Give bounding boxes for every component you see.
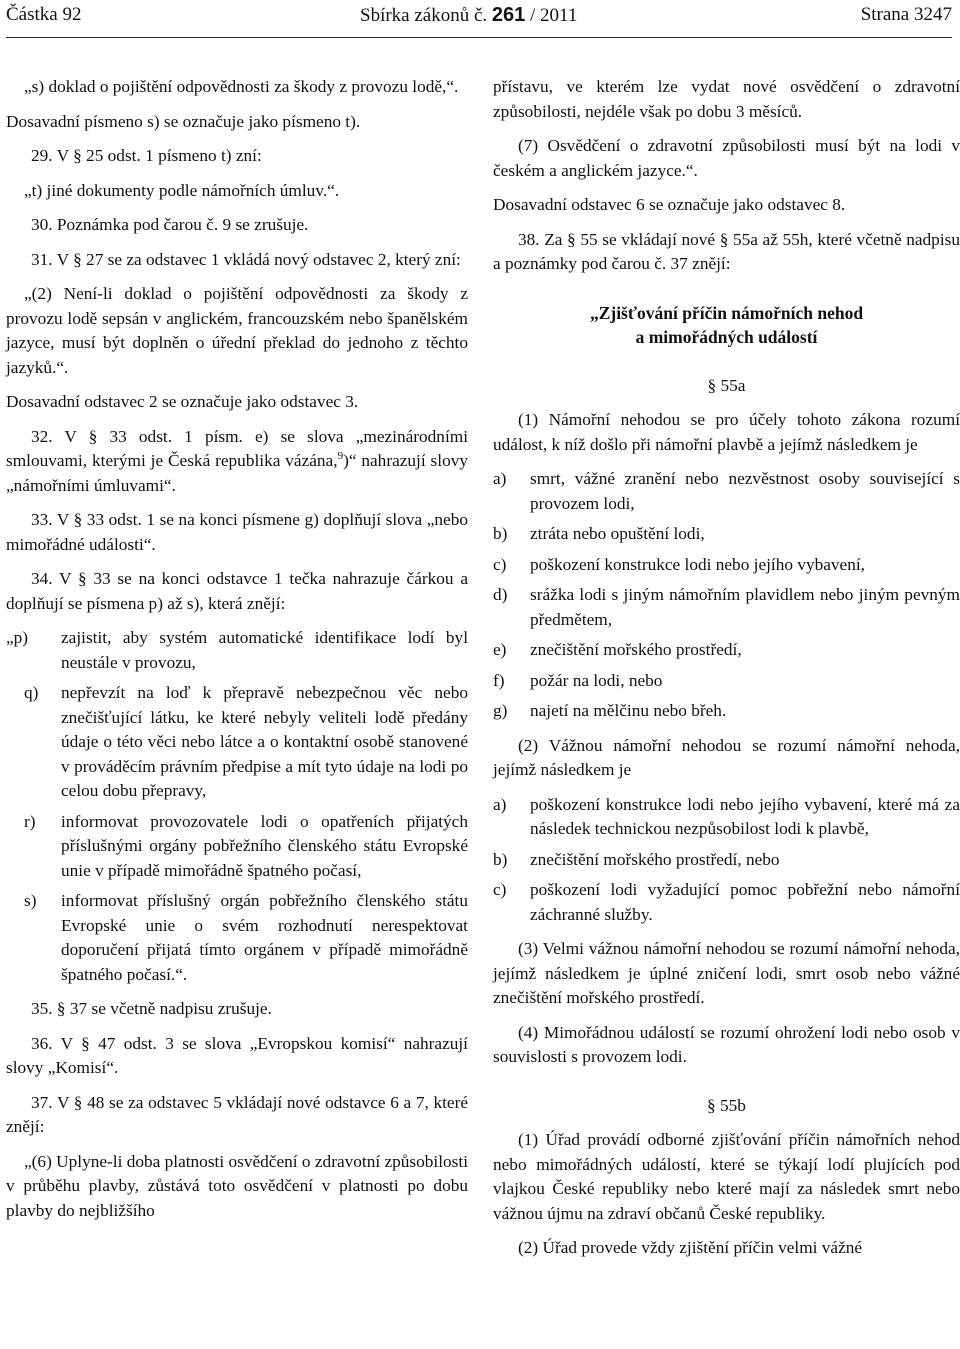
list-item (493, 669, 960, 694)
header-divider (6, 37, 952, 38)
list-item (24, 810, 468, 884)
left-paragraph-9 (6, 425, 468, 499)
list-item-text: ztráta nebo opuštění lodi, (530, 524, 705, 543)
left-paragraph-1: „s) doklad o pojištění odpovědnosti za škody z provozu lodě,“. (24, 77, 459, 96)
list-item-label: e) (493, 640, 507, 659)
list-item-label: a) (493, 469, 507, 488)
left-paragraph-5: 30. Poznámka pod čarou č. 9 se zrušuje. (31, 215, 309, 234)
list-item (493, 553, 960, 578)
right-paragraph-7: (3) Velmi vážnou námořní nehodou se rozumí námořní nehoda, jejímž následkem je úplné zničení lodi, smrt osob nebo vážné znečištění mořského prostředí. (493, 939, 960, 1007)
right-paragraph-3: Dosavadní odstavec 6 se označuje jako odstavec 8. (493, 195, 846, 214)
left-paragraph-4: „t) jiné dokumenty podle námořních úmluv.“. (24, 180, 340, 200)
right-list-1 (493, 467, 960, 724)
list-item (493, 583, 960, 632)
left-list (6, 626, 468, 987)
section-number-55b: § 55b (707, 1095, 746, 1115)
list-item-label: d) (493, 585, 508, 604)
left-paragraph-9-text-a: 32. V § 33 odst. 1 písm. e) se slova „mezinárodními smlouvami, kterými je Česká republika vázána, (6, 426, 468, 470)
left-column (6, 75, 468, 1233)
list-item-label: a) (493, 794, 507, 814)
right-list-2 (493, 793, 960, 928)
section-number-55a: § 55a (707, 375, 746, 395)
right-paragraph-5: (1) Námořní nehodou se pro účely tohoto zákona rozumí událost, k níž došlo při námořní plavbě a jejímž následkem je (493, 410, 960, 454)
right-paragraph-9: (1) Úřad provádí odborné zjišťování příčin námořních nehod nebo mimořádných událostí, které se týkají lodí plujících pod vlajkou České republiky nebo které mají za následek smrt nebo vážnou újmu na zdraví občanů České republiky. (493, 1130, 960, 1223)
left-paragraph-14: 37. V § 48 se za odstavec 5 vkládají nové odstavce 6 a 7, které znějí: (6, 1092, 468, 1136)
list-item (24, 889, 468, 987)
header-issue-number: Částka 92 (6, 4, 82, 25)
footnote-reference: 9 (337, 450, 344, 463)
list-item-label: b) (493, 524, 508, 543)
list-item-label: f) (493, 670, 505, 690)
list-item-text: požár na lodi, nebo (530, 670, 663, 690)
left-paragraph-2: Dosavadní písmeno s) se označuje jako písmeno t). (6, 111, 361, 131)
list-item (493, 848, 960, 873)
list-item (493, 522, 960, 547)
list-item-label: b) (493, 849, 508, 869)
right-paragraph-2: (7) Osvědčení o zdravotní způsobilosti musí být na lodi v českém a anglickém jazyce.“. (493, 136, 960, 180)
list-item-text: poškození konstrukce lodi nebo jejího vybavení, které má za následek technickou nezpůsobilost lodi k plavbě, (530, 794, 960, 838)
page-header (6, 4, 952, 32)
left-paragraph-9-text-b: )“ nahrazují slovy „námořními úmluvami“. (6, 451, 468, 495)
left-paragraph-6: 31. V § 27 se za odstavec 1 vkládá nový odstavec 2, který zní: (31, 249, 461, 269)
left-paragraph-10: 33. V § 33 odst. 1 se na konci písmene g) doplňují slova „nebo mimořádné události“. (6, 510, 468, 554)
list-item (6, 626, 468, 675)
list-item-label: s) (24, 891, 37, 910)
list-item (493, 878, 960, 927)
list-item-label: „p) (6, 628, 29, 647)
section-heading-line-1: „Zjišťování příčin námořních nehod (589, 302, 864, 323)
left-paragraph-7: „(2) Není-li doklad o pojištění odpovědnosti za škody z provozu lodě sepsán v anglickém, francouzském nebo španělském jazyce, musí být doplněn o úřední překlad do jednoho z těchto jazyků.“. (6, 284, 468, 377)
header-collection-title (360, 4, 577, 27)
list-item-label: c) (493, 554, 507, 574)
right-paragraph-1: přístavu, ve kterém lze vydat nové osvědčení o zdravotní způsobilosti, nejdéle však po dobu 3 měsíců. (493, 77, 960, 121)
right-column (493, 75, 960, 1271)
list-item-text: poškození konstrukce lodi nebo jejího vybavení, (530, 554, 865, 574)
left-paragraph-12: 35. § 37 se včetně nadpisu zrušuje. (31, 999, 272, 1018)
right-paragraph-4: 38. Za § 55 se vkládají nové § 55a až 55h, které včetně nadpisu a poznámky pod čarou č. 37 znějí: (493, 229, 960, 273)
list-item-text: informovat provozovatele lodi o opatřeních přijatých příslušnými orgány pobřežního členského státu Evropské unie v případě mimořádně špatného počasí, (61, 811, 468, 880)
list-item-text: znečištění mořského prostředí, (530, 640, 742, 659)
header-page-number: Strana 3247 (860, 4, 952, 25)
left-paragraph-11: 34. V § 33 se na konci odstavce 1 tečka nahrazuje čárkou a doplňují se písmena p) až s), která znějí: (6, 569, 468, 613)
section-heading (493, 301, 960, 350)
list-item-label: r) (24, 811, 36, 831)
list-item-text: najetí na mělčinu nebo břeh. (530, 701, 727, 720)
list-item-text: poškození lodi vyžadující pomoc pobřežní nebo námořní záchranné služby. (530, 880, 960, 924)
left-paragraph-13: 36. V § 47 odst. 3 se slova „Evropskou komisí“ nahrazují slovy „Komisí“. (6, 1033, 468, 1077)
right-paragraph-10: (2) Úřad provede vždy zjištění příčin velmi vážné (518, 1238, 863, 1257)
header-collection-prefix: Sbírka zákonů č. (360, 5, 488, 26)
list-item (493, 793, 960, 842)
list-item-text: srážka lodi s jiným námořním plavidlem nebo jiným pevným předmětem, (530, 585, 960, 629)
left-paragraph-15: „(6) Uplyne-li doba platnosti osvědčení o zdravotní způsobilosti v průběhu plavby, zůstává toto osvědčení v platnosti po dobu plavby do nejbližšího (6, 1151, 468, 1220)
left-paragraph-8: Dosavadní odstavec 2 se označuje jako odstavec 3. (6, 392, 359, 411)
list-item-label: q) (24, 683, 39, 702)
list-item-text: smrt, vážné zranění nebo nezvěstnost osoby související s provozem lodi, (530, 469, 960, 513)
list-item (493, 699, 960, 724)
list-item-text: informovat příslušný orgán pobřežního členského státu Evropské unie o svém rozhodnutí nerespektovat doporučení přijatá tímto orgánem v případě mimořádně špatného počasí.“. (61, 891, 468, 984)
right-paragraph-8: (4) Mimořádnou událostí se rozumí ohrožení lodi nebo osob v souvislosti s provozem lodi. (493, 1022, 960, 1066)
header-law-number: 261 (491, 4, 526, 26)
list-item-text: zajistit, aby systém automatické identifikace lodí byl neustále v provozu, (61, 628, 468, 672)
list-item (493, 467, 960, 516)
list-item (24, 681, 468, 804)
left-paragraph-3: 29. V § 25 odst. 1 písmeno t) zní: (31, 146, 262, 165)
right-paragraph-6: (2) Vážnou námořní nehodou se rozumí námořní nehoda, jejímž následkem je (493, 735, 960, 779)
section-heading-line-2: a mimořádných událostí (635, 327, 818, 347)
list-item-label: g) (493, 701, 508, 720)
list-item-text: znečištění mořského prostředí, nebo (530, 849, 780, 869)
header-year: / 2011 (530, 5, 578, 26)
list-item-text: nepřevzít na loď k přepravě nebezpečnou věc nebo znečišťující látku, ke které nebyly veliteli lodě předány údaje o této věci nebo látce a o kontaktní osobě stanovené v prováděcím právním předpise a mít tyto údaje na lodi po celou dobu přepravy, (61, 683, 468, 800)
list-item (493, 638, 960, 663)
list-item-label: c) (493, 880, 507, 899)
